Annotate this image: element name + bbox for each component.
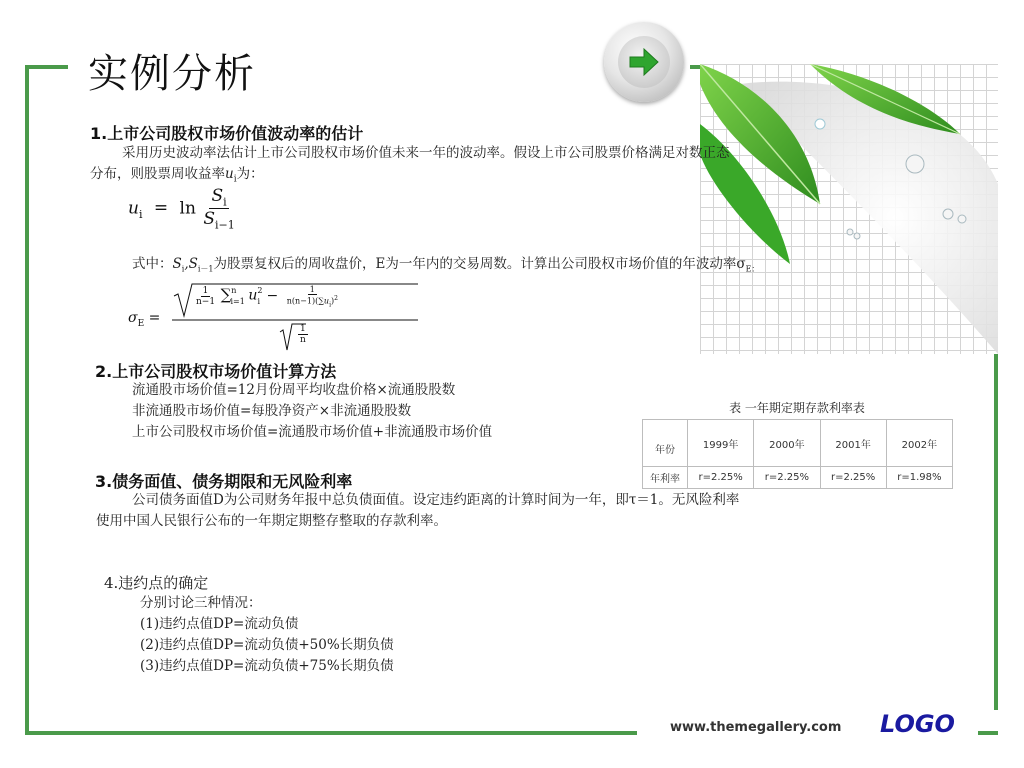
f2-sum-sup: n — [231, 285, 237, 295]
page-title: 实例分析 — [88, 51, 256, 97]
section4-heading: 4.违约点的确定 — [104, 574, 209, 592]
section1-note — [132, 254, 759, 280]
section3-heading: 3.债务面值、债务期限和无风险利率 — [95, 472, 353, 491]
table-header-cell: 1999年 — [688, 420, 754, 467]
frame-top-left — [25, 65, 68, 69]
f2-t2-den-u: u — [323, 296, 330, 306]
footer-url[interactable]: www.themegallery.com — [670, 720, 842, 735]
section3-paragraph — [96, 490, 739, 532]
leaf-illustration-icon — [700, 64, 998, 354]
next-button[interactable] — [604, 22, 684, 102]
table-cell: r=2.25% — [820, 467, 886, 489]
note-sigma-sub: E： — [745, 264, 760, 274]
section2-heading: 2.上市公司股权市场价值计算方法 — [95, 362, 337, 381]
section1-paragraph — [90, 143, 730, 191]
table-header-cell: 年份 — [643, 420, 688, 467]
arrow-right-icon — [618, 36, 670, 88]
f2-minus: − — [266, 287, 279, 304]
table-row — [643, 467, 953, 489]
f2-den-frac — [298, 324, 308, 345]
formula-volatility — [128, 282, 428, 354]
section1-text3: 为： — [236, 166, 264, 182]
section2-line: 上市公司股权市场价值=流通股市场价值+非流通股市场价值 — [132, 424, 493, 440]
f2-t2-den-sub: i — [329, 301, 331, 309]
f2-sum-sub: i=1 — [230, 296, 245, 306]
f2-t1-num: 1 — [202, 286, 209, 297]
note-text: 为股票复权后的周收盘价，E为一年内的交易周数。计算出公司股权市场价值的年波动率 — [213, 256, 737, 272]
table-header-cell: 2001年 — [820, 420, 886, 467]
f1-den — [201, 209, 236, 231]
f2-u-sub: i — [257, 296, 260, 306]
f1-num — [209, 186, 228, 209]
f1-den-sub: i−1 — [215, 218, 235, 232]
frame-left — [25, 65, 29, 735]
section3-line2: 使用中国人民银行公布的一年期定期整存整取的存款利率。 — [96, 513, 447, 529]
logo: LOGO — [880, 710, 955, 738]
section1-text1: 采用历史波动率法估计上市公司股权市场价值未来一年的波动率。假设上市公司股票价格满足对数正态 — [122, 145, 730, 161]
f2-denominator — [298, 324, 308, 345]
frame-bottom-right — [978, 731, 998, 735]
f2-t2-den-sup: 2 — [334, 295, 338, 302]
table-cell: 年利率 — [643, 467, 688, 489]
f2-den-den: n — [300, 335, 306, 345]
section1-heading: 1.上市公司股权市场价值波动率的估计 — [90, 124, 364, 143]
table-cell: r=1.98% — [886, 467, 952, 489]
section4-list — [140, 593, 394, 677]
f1-fraction — [201, 186, 236, 232]
f2-t1-den: n−1 — [196, 297, 216, 308]
section2-line: 流通股市场价值=12月份周平均收盘价格×流通股股数 — [132, 382, 456, 398]
note-prefix: 式中： — [132, 256, 173, 272]
f2-numerator — [194, 285, 340, 308]
section3-line1: 公司债务面值D为公司财务年报中总负债面值。设定违约距离的计算时间为一年，即τ＝1。无风险利率 — [132, 492, 740, 508]
f2-lhs: σ — [128, 310, 138, 326]
section1-text2: 分布，则股票周收益率 — [90, 166, 225, 182]
table-header-cell: 2002年 — [886, 420, 952, 467]
note-var-s: S — [172, 256, 182, 272]
section2-line: 非流通股市场价值=每股净资产×非流通股股数 — [132, 403, 412, 419]
section1-line1 — [90, 143, 730, 164]
frame-bottom — [25, 731, 637, 735]
f2-t2-den-a: n(n−1)(∑ — [286, 296, 324, 306]
f2-t2-num: 1 — [309, 285, 315, 294]
rate-table — [642, 419, 953, 489]
f1-den-var: S — [203, 209, 215, 230]
f2-t1 — [194, 286, 217, 307]
table-cell: r=2.25% — [754, 467, 820, 489]
f2-t2 — [285, 285, 340, 308]
leaf-decoration — [700, 64, 998, 354]
section4-line: (3)违约点值DP=流动负债+75%长期负债 — [140, 658, 394, 674]
section4-line: (2)违约点值DP=流动负债+50%长期负债 — [140, 637, 394, 653]
f1-lhs: u — [128, 198, 139, 219]
f2-t2-den — [285, 295, 340, 308]
table-cell: r=2.25% — [688, 467, 754, 489]
var-u-sub: i — [233, 174, 237, 185]
table-header-cell: 2000年 — [754, 420, 820, 467]
section2-list — [132, 380, 492, 443]
f2-u: u — [248, 287, 258, 304]
f1-lhs-sub: i — [138, 207, 143, 221]
rate-table-caption: 表 一年期定期存款利率表 — [729, 401, 865, 415]
next-button-face — [618, 36, 670, 88]
f2-u-sup: 2 — [257, 285, 263, 295]
f1-num-var: S — [211, 186, 224, 206]
note-sigma: σ — [736, 256, 746, 272]
f2-sum: ∑ — [220, 285, 232, 304]
formula-return — [128, 186, 237, 232]
f2-lhs-sub: E — [137, 318, 145, 329]
f1-num-sub: i — [223, 195, 227, 209]
table-row — [643, 420, 953, 467]
section4-line: 分别讨论三种情况： — [140, 595, 262, 611]
var-u: u — [225, 166, 234, 182]
note-sub2: i－1 — [197, 264, 214, 274]
f1-eq: = — [153, 198, 169, 219]
note-sub1: i — [181, 264, 185, 274]
f2-lhs-wrap — [128, 310, 160, 329]
f2-den-num: 1 — [300, 324, 306, 334]
f1-ln: ln — [179, 198, 196, 219]
f2-eq: = — [148, 310, 161, 326]
note-var-s2: ,S — [184, 256, 198, 272]
f2-t2-den-close: ) — [330, 296, 335, 306]
section4-line: (1)违约点值DP=流动负债 — [140, 616, 299, 632]
